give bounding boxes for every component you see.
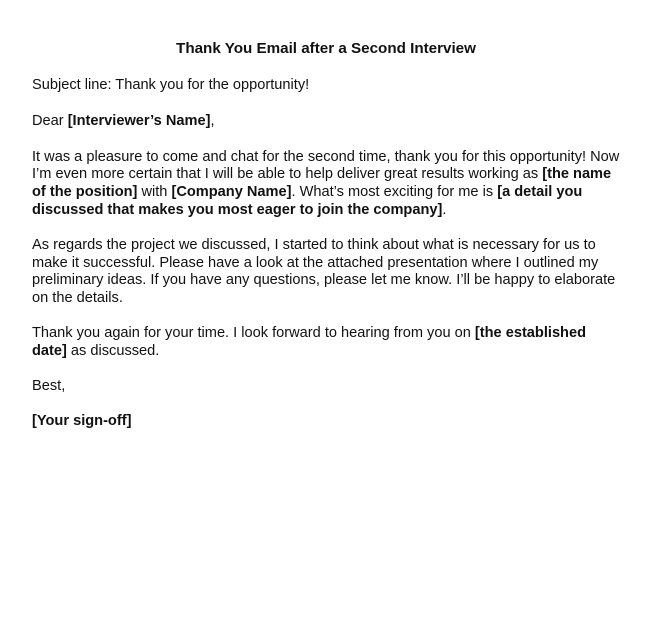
greeting — [32, 113, 620, 131]
established-date-placeholder: [the established date] — [32, 324, 587, 359]
paragraph-1-text-1: It was a pleasure to come and chat for the second time, thank you for this opportunity! Now I’m even more certain that I will be able to help deliver great results working as — [32, 148, 620, 183]
paragraph-3-text-1: Thank you again for your time. I look forward to hearing from you on — [32, 324, 475, 341]
body-paragraph-1 — [32, 149, 620, 220]
subject-line: Subject line: Thank you for the opportunity! — [32, 77, 310, 93]
paragraph-1-text-2: with — [137, 184, 172, 201]
paragraph-1-text-4: . — [442, 201, 447, 218]
company-name-placeholder: [Company Name] — [171, 184, 292, 201]
position-name-placeholder: [the name of the position] — [32, 166, 612, 201]
signoff-text: [Your sign-off] — [32, 413, 132, 430]
exciting-detail-placeholder: [a detail you discussed that makes you most eager to join the company] — [32, 184, 583, 218]
greeting-prefix: Dear — [32, 112, 68, 129]
body-paragraph-3 — [32, 325, 620, 361]
interviewer-name-placeholder: [Interviewer’s Name] — [67, 112, 211, 129]
paragraph-1-text-3: . What’s most exciting for me is — [291, 184, 498, 201]
closing: Best, — [32, 377, 66, 394]
greeting-suffix: , — [210, 112, 215, 129]
document-title: Thank You Email after a Second Interview — [176, 40, 476, 57]
body-paragraph-2: As regards the project we discussed, I started to think about what is necessary for us to make it successful. Please have a look at the attached presentation where I outlined my preliminary ideas. If you have any questions, please let me know. I’ll be happy to elaborate on the details. — [32, 236, 616, 307]
signoff-placeholder — [32, 413, 620, 431]
paragraph-3-text-2: as discussed. — [66, 342, 160, 359]
